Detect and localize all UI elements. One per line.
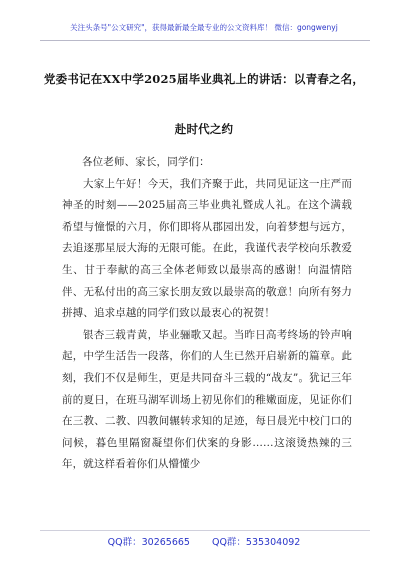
paragraph-1: 大家上午好！今天，我们齐聚于此，共同见证这一庄严而神圣的时刻——2025届高三毕业典礼暨成人礼。在这个满载希望与憧憬的六月，你们即将从郡园出发，向着梦想与远方，去追逐那星辰大海的无限可能。在此，我谨代表学校向乐教爱生、甘于奉献的高三全体老师致以最崇高的感谢！向温情陪伴、无私付出的高三家长朋友致以最崇高的敬意！向所有努力拼搏、追求卓越的同学们致以最衷心的祝贺！ [62, 177, 352, 320]
footer-qq-group-1: QQ群：30265665 [107, 537, 190, 548]
header-banner: 关注头条号"公文研究"，获得最新最全最专业的公文资料库！ 微信：gongwenyj [70, 23, 338, 32]
header-divider [40, 40, 370, 41]
document-body [62, 152, 352, 476]
document-title-line-2: 赴时代之约 [174, 122, 234, 136]
salutation: 各位老师、家长，同学们： [82, 156, 210, 168]
paragraph-2: 银杏三载青黄，毕业骊歌又起。当昨日高考终场的铃声响起，中学生活告一段落，你们的人生已然开启崭新的篇章。此刻，我们不仅是师生，更是共同奋斗三载的“战友”。犹记三年前的夏日，在班马湖军训场上初见你们的稚嫩面庞，见证你们在三教、二教、四教间辗转求知的足迹，每日晨光中校门口的问候，暮色里隔窗凝望你们伏案的身影……这滚烫热辣的三年，就这样看着你们从懵懂少 [62, 328, 352, 471]
footer-qq-group-2: QQ群：535304092 [211, 537, 301, 548]
footer-divider [40, 530, 370, 531]
document-title-line-1: 党委书记在XX中学2025届毕业典礼上的讲话：以青春之名， [43, 72, 365, 86]
footer [0, 534, 408, 548]
